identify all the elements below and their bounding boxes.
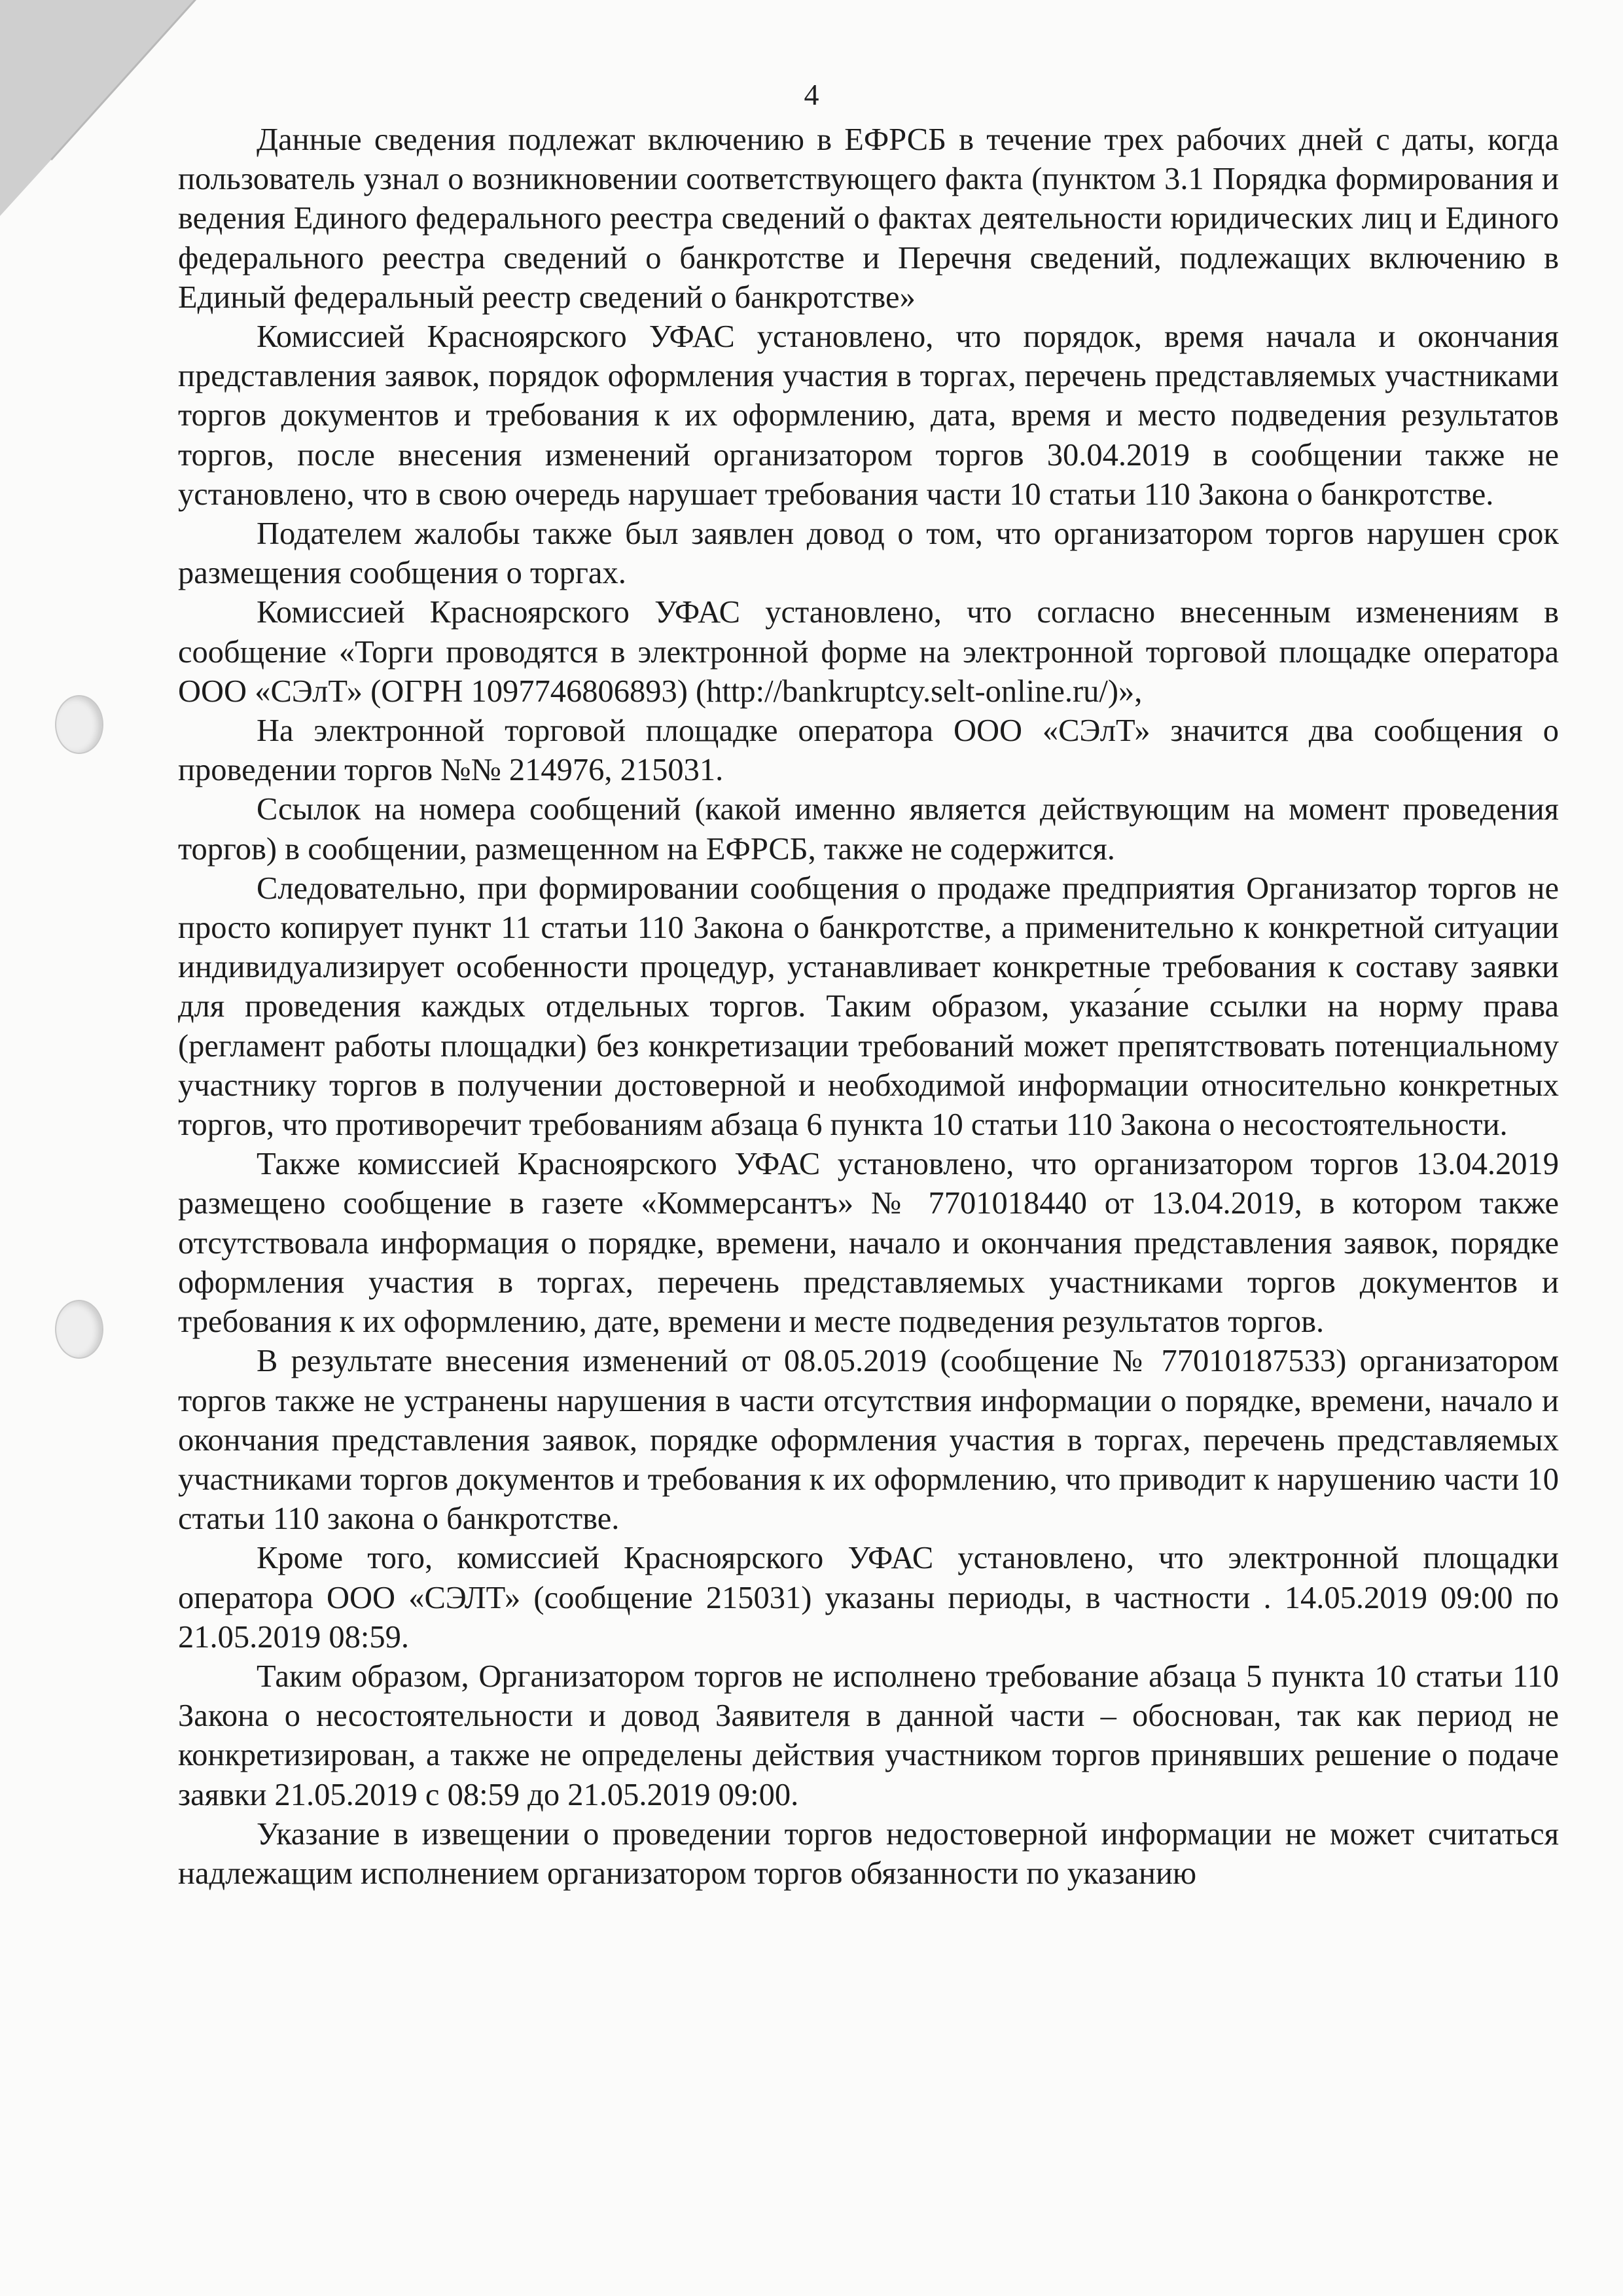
paragraph-two-messages: На электронной торговой площадке оператора ООО «СЭлТ» значится два сообщения о проведении торгов №№ 214976, 215031.	[178, 713, 1559, 788]
punch-hole	[55, 1300, 103, 1359]
paragraph-efrsb-deadline: Данные сведения подлежат включению в ЕФРСБ в течение трех рабочих дней с даты, когда пользователь узнал о возникновении соответствующего факта (пунктом 3.1 Порядка формирования и ведения Единого федерального реестра сведений о фактах деятельности юридических лиц и Единого федерального реестра сведений о банкротстве и Перечня сведений, подлежащих включению в Единый федеральный реестр сведений о банкротстве»	[178, 122, 1559, 315]
paragraph-periods: Кроме того, комиссией Красноярского УФАС установлено, что электронной площадки оператора ООО «СЭЛТ» (сообщение 215031) указаны периоды, в частности . 14.05.2019 09:00 по 21.05.2019 08:59.	[178, 1541, 1559, 1655]
page-number: 4	[804, 78, 819, 111]
paragraph-unreliable-info: Указание в извещении о проведении торгов недостоверной информации не может считаться надлежащим исполнением организатором торгов обязанности по указанию	[178, 1816, 1559, 1891]
paragraph-amendments-0805: В результате внесения изменений от 08.05.2019 (сообщение № 77010187533) организатором торгов также не устранены нарушения в части отсутствия информации о порядке, времени, начало и окончания представления заявок, порядке оформления участия в торгах, перечень представляемых участниками торгов документов и требования к их оформлению, что приводит к нарушению части 10 статьи 110 закона о банкротстве.	[178, 1344, 1559, 1537]
punch-hole	[55, 695, 103, 754]
paragraph-kommersant: Также комиссией Красноярского УФАС установлено, что организатором торгов 13.04.2019 размещено сообщение в газете «Коммерсантъ» № 7701018440 от 13.04.2019, в котором также отсутствовала информация о порядке, времени, начало и окончания представления заявок, порядке оформления участия в торгах, перечень представляемых участниками торгов документов и требования к их оформлению, дате, времени и месте подведения результатов торгов.	[178, 1147, 1559, 1340]
paragraph-consequently: Следовательно, при формировании сообщения о продаже предприятия Организатор торгов не просто копирует пункт 11 статьи 110 Закона о банкротстве, а применительно к конкретной ситуации индивидуализирует особенности процедур, устанавливает конкретные требования к составу заявки для проведения каждых отдельных торгов. Таким образом, указа́ние ссылки на норму права (регламент работы площадки) без конкретизации требований может препятствовать потенциальному участнику торгов в получении достоверной и необходимой информации относительно конкретных торгов, что противоречит требованиям абзаца 6 пункта 10 статьи 110 Закона о несостоятельности.	[178, 870, 1559, 1143]
document-body	[178, 120, 1559, 1893]
paragraph-commission-finding-order: Комиссией Красноярского УФАС установлено, что порядок, время начала и окончания представления заявок, порядок оформления участия в торгах, перечень представляемых участниками торгов документов и требования к их оформлению, дата, время и место подведения результатов торгов, после внесения изменений организатором торгов 30.04.2019 в сообщении также не установлено, что в свою очередь нарушает требования части 10 статьи 110 Закона о банкротстве.	[178, 319, 1559, 512]
paragraph-complaint-argument: Подателем жалобы также был заявлен довод о том, что организатором торгов нарушен срок размещения сообщения о торгах.	[178, 516, 1559, 591]
paragraph-amended-message: Комиссией Красноярского УФАС установлено, что согласно внесенным изменениям в сообщение «Торги проводятся в электронной форме на электронной торговой площадке оператора ООО «СЭлТ» (ОГРН 1097746806893) (http://bankruptcy.selt-online.ru/)»,	[178, 595, 1559, 709]
paragraph-conclusion: Таким образом, Организатором торгов не исполнено требование абзаца 5 пункта 10 статьи 110 Закона о несостоятельности и довод Заявителя в данной части – обоснован, так как период не конкретизирован, а также не определены действия участником торгов принявших решение о подаче заявки 21.05.2019 с 08:59 до 21.05.2019 09:00.	[178, 1659, 1559, 1812]
paragraph-no-references: Ссылок на номера сообщений (какой именно является действующим на момент проведения торгов) в сообщении, размещенном на ЕФРСБ, также не содержится.	[178, 792, 1559, 867]
